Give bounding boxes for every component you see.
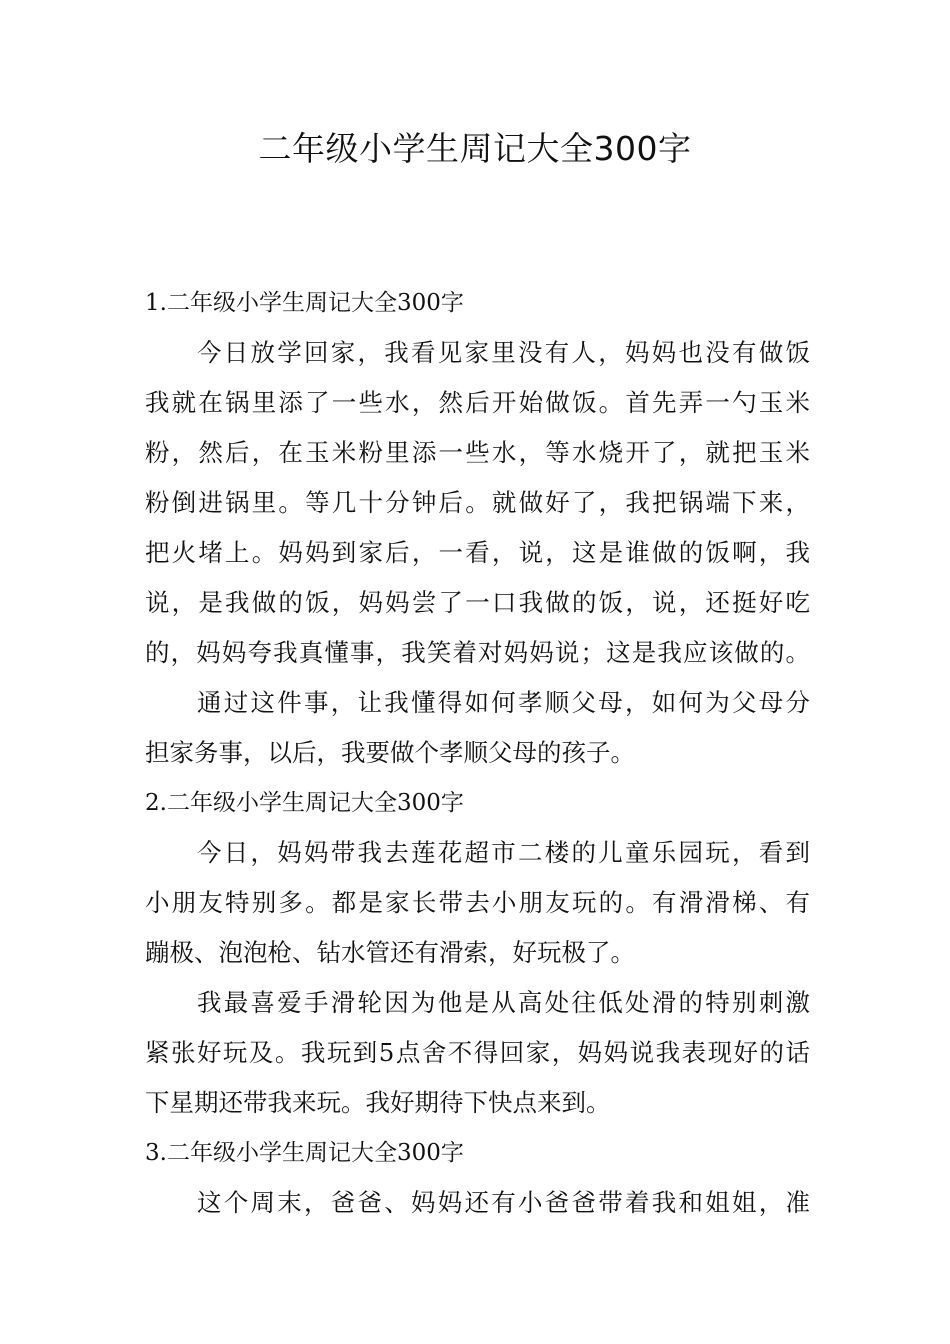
paragraph-line: 紧张好玩及。我玩到5点舍不得回家，妈妈说我表现好的话: [145, 1038, 810, 1067]
section-heading: 1.二年级小学生周记大全300字: [145, 290, 464, 316]
paragraph-line: 我就在锅里添了一些水，然后开始做饭。首先弄一勺玉米: [145, 388, 810, 417]
paragraph-line: 粉，然后，在玉米粉里添一些水，等水烧开了，就把玉米: [145, 438, 810, 467]
paragraph-line: 粉倒进锅里。等几十分钟后。就做好了，我把锅端下来，: [145, 488, 810, 517]
paragraph-line: 今日，妈妈带我去莲花超市二楼的儿童乐园玩，看到: [197, 838, 810, 867]
paragraph-line: 小朋友特别多。都是家长带去小朋友玩的。有滑滑梯、有: [145, 888, 810, 917]
paragraph-line: 说，是我做的饭，妈妈尝了一口我做的饭，说，还挺好吃: [145, 588, 810, 617]
paragraph-line: 下星期还带我来玩。我好期待下快点来到。: [145, 1088, 611, 1117]
paragraph-line: 今日放学回家，我看见家里没有人，妈妈也没有做饭: [197, 338, 810, 367]
document-body: [145, 278, 810, 1228]
paragraph-line: 把火堵上。妈妈到家后，一看，说，这是谁做的饭啊，我: [145, 538, 810, 567]
paragraph-line: 蹦极、泡泡枪、钻水管还有滑索，好玩极了。: [145, 938, 635, 967]
paragraph-line: 担家务事，以后，我要做个孝顺父母的孩子。: [145, 738, 635, 767]
document-title: 二年级小学生周记大全300字: [258, 129, 692, 168]
section-heading: 3.二年级小学生周记大全300字: [145, 1140, 464, 1166]
paragraph-line: 这个周末，爸爸、妈妈还有小爸爸带着我和姐姐，准: [197, 1188, 810, 1217]
paragraph-line: 我最喜爱手滑轮因为他是从高处往低处滑的特别刺激: [197, 988, 810, 1017]
paragraph-line: 通过这件事，让我懂得如何孝顺父母，如何为父母分: [197, 688, 810, 717]
section-heading: 2.二年级小学生周记大全300字: [145, 790, 464, 816]
paragraph-line: 的，妈妈夸我真懂事，我笑着对妈妈说；这是我应该做的。: [145, 638, 810, 667]
